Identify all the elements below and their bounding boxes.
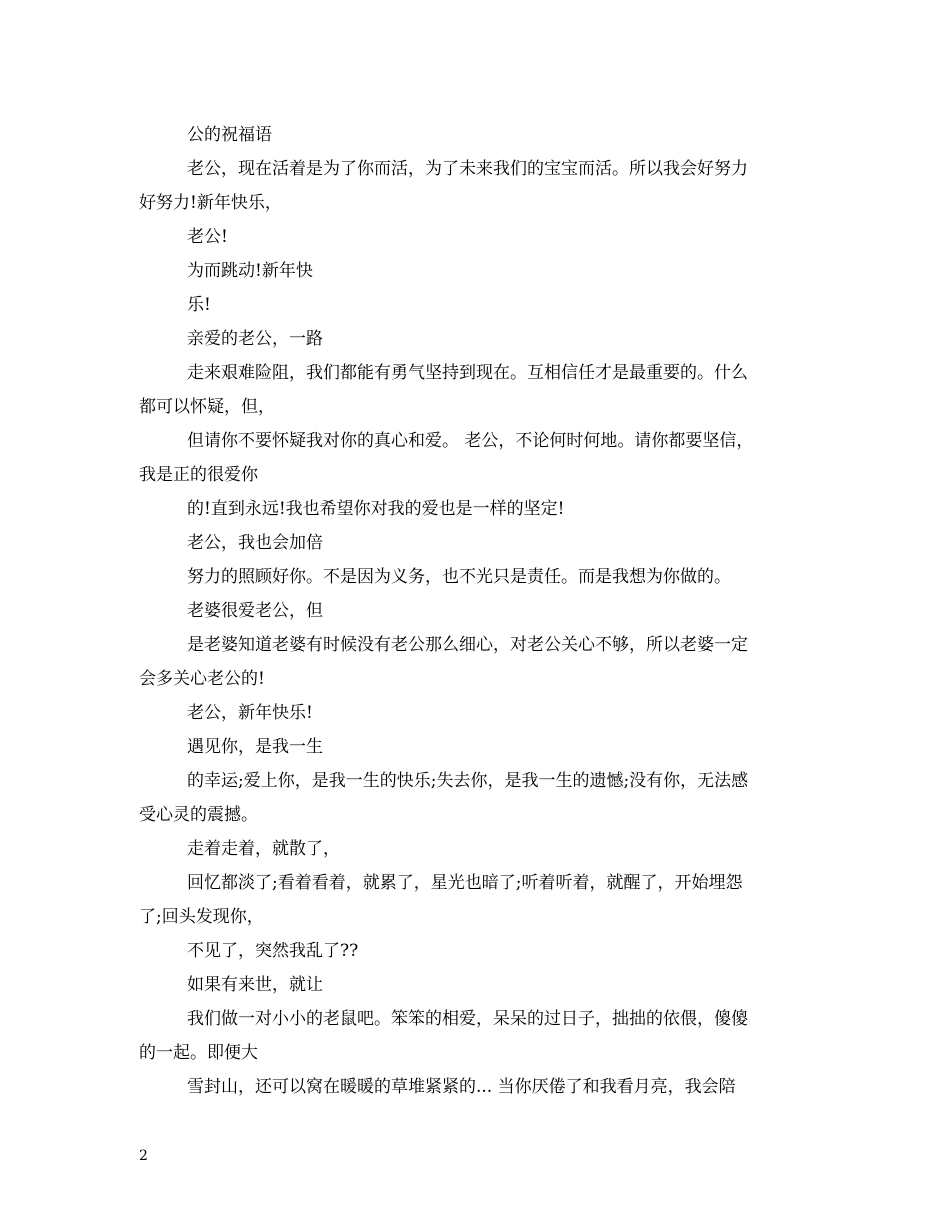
text-line: 了;回头发现你， [139, 907, 264, 927]
text-line: 乐! [187, 295, 211, 315]
text-line: 老公，我也会加倍 [187, 533, 323, 553]
text-line: 的幸运;爱上你，是我一生的快乐;失去你，是我一生的遗憾;没有你，无法感 [187, 771, 749, 791]
text-line: 亲爱的老公，一路 [187, 329, 323, 349]
body-text [139, 118, 815, 1104]
text-line: 都可以怀疑，但， [139, 397, 275, 417]
text-line: 我们做一对小小的老鼠吧。笨笨的相爱，呆呆的过日子，拙拙的依偎，傻傻 [187, 1009, 748, 1029]
text-line: 不见了，突然我乱了?? [187, 941, 359, 961]
text-line: 回忆都淡了;看着看着，就累了，星光也暗了;听着听着，就醒了，开始埋怨 [187, 873, 743, 893]
text-line: 公的祝福语 [187, 125, 272, 145]
text-line: 走着走着，就散了， [187, 839, 340, 859]
text-line: 走来艰难险阻，我们都能有勇气坚持到现在。互相信任才是最重要的。什么 [187, 363, 748, 383]
text-line: 的一起。即便大 [139, 1043, 258, 1063]
text-line: 但请你不要怀疑我对你的真心和爱。 老公，不论何时何地。请你都要坚信， [187, 431, 754, 451]
text-line: 好努力!新年快乐， [139, 193, 282, 213]
text-line: 会多关心老公的! [139, 669, 265, 689]
text-line: 老公，新年快乐! [187, 703, 313, 723]
text-line: 如果有来世，就让 [187, 975, 323, 995]
text-line: 老公! [187, 227, 228, 247]
text-line: 老公，现在活着是为了你而活，为了未来我们的宝宝而活。所以我会好努力 [187, 159, 748, 179]
text-line: 我是正的很爱你 [139, 465, 258, 485]
text-line: 雪封山，还可以窝在暖暖的草堆紧紧的... 当你厌倦了和我看月亮，我会陪 [187, 1077, 736, 1097]
text-line: 遇见你，是我一生 [187, 737, 323, 757]
text-line: 是老婆知道老婆有时候没有老公那么细心，对老公关心不够，所以老婆一定 [187, 635, 748, 655]
text-line: 老婆很爱老公，但 [187, 601, 323, 621]
text-line: 受心灵的震撼。 [139, 805, 258, 825]
text-line: 的!直到永远!我也希望你对我的爱也是一样的坚定! [187, 499, 565, 519]
page-number: 2 [139, 1148, 148, 1164]
text-line: 努力的照顾好你。不是因为义务，也不光只是责任。而是我想为你做的。 [187, 567, 731, 587]
text-line: 为而跳动!新年快 [187, 261, 313, 281]
